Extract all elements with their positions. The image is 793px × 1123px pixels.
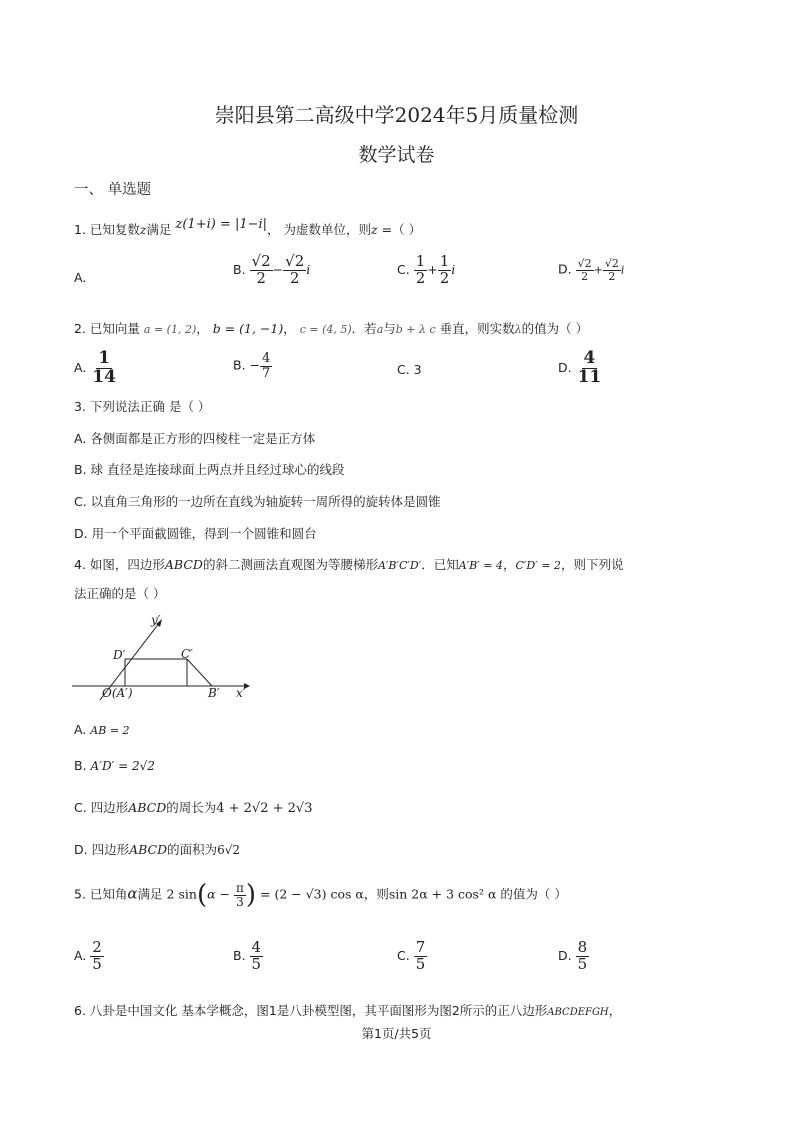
q5-eq-left: 2 sin — [166, 886, 197, 902]
q6-text-1: 6. 八卦是中国文化 基本学概念，图1是八卦模型图，其平面图形为图2所示的正八边形 — [74, 1003, 548, 1018]
q5-eq-a: α − — [207, 886, 230, 902]
q1-b-label: B. — [233, 261, 246, 277]
q4-a-label: A. — [74, 722, 87, 737]
q4-trapezoid: A′B′C′D′ — [377, 559, 422, 572]
q1-text-4: （ ） — [392, 222, 422, 237]
q5-a-label: A. — [74, 947, 87, 963]
q4-d-abcd: ABCD — [129, 842, 168, 857]
q3-option-d: D. 用一个平面截圆锥，得到一个圆锥和圆台 — [74, 526, 317, 541]
q1-d-label: D. — [558, 261, 572, 277]
q1-c-label: C. — [397, 261, 410, 277]
q1-d-frac2: $\frac{√2}{2}$ — [604, 257, 619, 283]
q4-c-text-1: C. 四边形 — [74, 800, 129, 815]
q5-option-a — [74, 940, 104, 973]
q5-text-3: ，则 — [363, 886, 389, 902]
page-title: 崇阳县第二高级中学2024年5月质量检测 — [214, 103, 579, 127]
q1-b-frac1: $\frac{√2}{2}$ — [251, 252, 271, 287]
q2-lambda: λ — [514, 323, 522, 336]
q4-option-c — [74, 798, 312, 816]
q5-d-label: D. — [558, 947, 572, 963]
label-d: D′ — [113, 648, 126, 662]
page-footer: 第1页/共5页 — [361, 1026, 432, 1041]
q4-a-math: AB = 2 — [90, 724, 130, 737]
q4-option-b — [74, 758, 155, 773]
q5-a-frac: $\frac{2}{5}$ — [92, 938, 102, 973]
q4-figure — [72, 612, 252, 702]
q2-a: a — [376, 323, 384, 336]
q1-option-a: A. — [74, 270, 87, 285]
q4-option-a — [74, 722, 130, 737]
q5-option-c — [397, 940, 427, 973]
q2-option-d — [558, 350, 603, 387]
q5-c-frac: $\frac{7}{5}$ — [415, 938, 426, 973]
q1-d-frac1: $\frac{√2}{2}$ — [577, 257, 592, 283]
q6-text-2: ， — [608, 1003, 622, 1018]
q5-b-frac: $\frac{4}{5}$ — [251, 938, 262, 973]
q5-option-b — [233, 940, 263, 973]
q2-d-frac: $\frac{4}{11}$ — [577, 348, 602, 387]
q1-b-frac2: $\frac{√2}{2}$ — [285, 252, 305, 287]
q1-c-frac2: $\frac{1}{2}$ — [439, 252, 450, 287]
q2-option-b — [233, 352, 272, 380]
q4-b-label: B. — [74, 758, 87, 773]
q2-option-a — [74, 350, 118, 387]
trapezoid-right — [187, 659, 212, 686]
q2-option-c: C. 3 — [397, 362, 422, 377]
q5-text-4: 的值为（ ） — [500, 886, 567, 902]
q1-c-i: i — [451, 261, 456, 277]
q4-stem-line2: 法正确的是（ ） — [74, 586, 166, 601]
q4-c-text-2: 的周长为 — [166, 800, 217, 815]
q1-option-b — [233, 254, 310, 287]
q1-b-minus: − — [272, 261, 284, 277]
q1-c-plus: + — [427, 261, 438, 277]
q3-option-a: A. 各侧面都是正方形的四棱柱一定是正方体 — [74, 431, 316, 446]
question-6-stem — [74, 1001, 621, 1019]
q3-option-b: B. 球 直径是连接球面上两点并且经过球心的线段 — [74, 462, 345, 477]
q5-expression: sin 2α + 3 cos² α — [388, 886, 497, 902]
q1-equation: z(1+i) = |1−i| — [175, 217, 268, 232]
q2-b-label: B. — [233, 357, 246, 373]
q2-vector-c: c = (4, 5) — [299, 323, 352, 336]
q2-a-label: A. — [74, 359, 87, 375]
q2-text-4: 垂直，则实数 — [439, 321, 515, 336]
q6-octagon: ABCDEFGH — [547, 1007, 609, 1018]
q5-pi-over-3: $\frac{\pi}{3}$ — [235, 880, 244, 909]
q4-text-4: ， — [502, 557, 516, 572]
question-2-stem: 2. 已知向量 a = (1, 2)， b = (1, −1)， c = (4, 5)．若a与b + λ c 垂直，则实数λ的值为（ ） — [74, 321, 589, 336]
page-subtitle: 数学试卷 — [358, 144, 435, 166]
q1-c-frac1: $\frac{1}{2}$ — [415, 252, 426, 287]
q2-vector-a: a = (1, 2) — [143, 323, 197, 336]
q1-text-1: 1. 已知复数 — [74, 222, 140, 237]
q4-text-2: 的斜二测画法直观图为等腰梯形 — [202, 557, 378, 572]
q1-z-eq: z = — [371, 222, 393, 237]
q2-vector-b: b = (1, −1) — [212, 321, 284, 336]
q2-b-minus: − — [249, 357, 261, 373]
q5-text-2: 满足 — [137, 886, 163, 902]
q4-ab-length: A′B′ = 4 — [458, 559, 503, 572]
q3-option-c: C. 以直角三角形的一边所在直线为轴旋转一周所得的旋转体是圆锥 — [74, 494, 441, 509]
question-3-stem: 3. 下列说法正确 是（ ） — [74, 399, 211, 414]
q2-b-frac: $\frac{4}{7}$ — [262, 351, 271, 381]
q5-eq-right: = (2 − √3) cos α — [260, 886, 364, 902]
q2-a-frac: $\frac{1}{14}$ — [92, 348, 116, 387]
q1-option-d — [558, 258, 624, 282]
question-1-stem — [74, 217, 422, 238]
q4-c-abcd: ABCD — [128, 800, 167, 815]
q5-d-frac: $\frac{8}{5}$ — [577, 938, 588, 973]
q1-d-plus: + — [593, 263, 603, 277]
q4-text-3: ．已知 — [421, 557, 459, 572]
q2-text-3: 与 — [383, 321, 396, 336]
q5-text-1: 5. 已知角 — [74, 886, 128, 902]
label-y: y′ — [151, 613, 161, 627]
q4-text-1: 4. 如图，四边形 — [74, 557, 165, 572]
q4-cd-length: C′D′ = 2 — [515, 559, 561, 572]
label-b: B′ — [208, 686, 220, 700]
q4-abcd: ABCD — [164, 557, 203, 572]
q4-c-math: 4 + 2√2 + 2√3 — [216, 801, 313, 816]
q5-alpha: α — [127, 884, 138, 903]
q2-text-2: ．若 — [351, 321, 377, 336]
question-5-stem: 5. 已知角α满足 2 sin(α − $\frac{\pi}{3}$ ) = (2 − √3) cos α，则sin 2α + 3 cos² α 的值为（ ） — [74, 880, 567, 910]
q1-text-2: 满足 — [146, 222, 172, 237]
q5-option-d — [558, 940, 589, 973]
q4-d-math: 6√2 — [217, 843, 241, 857]
q1-d-i: i — [620, 263, 625, 277]
q4-d-text-2: 的面积为 — [167, 842, 218, 857]
q4-text-5: ，则下列说 — [560, 557, 624, 572]
question-4-stem — [74, 555, 623, 573]
q1-z: z — [139, 222, 147, 237]
label-o: O(A′) — [102, 686, 133, 700]
label-c: C′ — [181, 647, 193, 661]
q1-option-c — [397, 254, 455, 287]
section-heading: 一、 单选题 — [74, 182, 152, 198]
q5-b-label: B. — [233, 947, 246, 963]
q4-option-d — [74, 840, 240, 858]
q2-text-5: 的值为（ ） — [521, 321, 589, 336]
q4-d-text-1: D. 四边形 — [74, 842, 130, 857]
label-x: x′ — [236, 686, 246, 700]
q1-text-3: ， 为虚数单位，则 — [267, 222, 372, 237]
q4-b-math: A′D′ = 2√2 — [90, 759, 155, 773]
q1-b-i: i — [306, 261, 311, 277]
q2-b-lambda-c: b + λ c — [395, 323, 436, 336]
q2-d-label: D. — [558, 359, 572, 375]
q2-text-1: 2. 已知向量 — [74, 321, 140, 336]
q5-c-label: C. — [397, 947, 410, 963]
